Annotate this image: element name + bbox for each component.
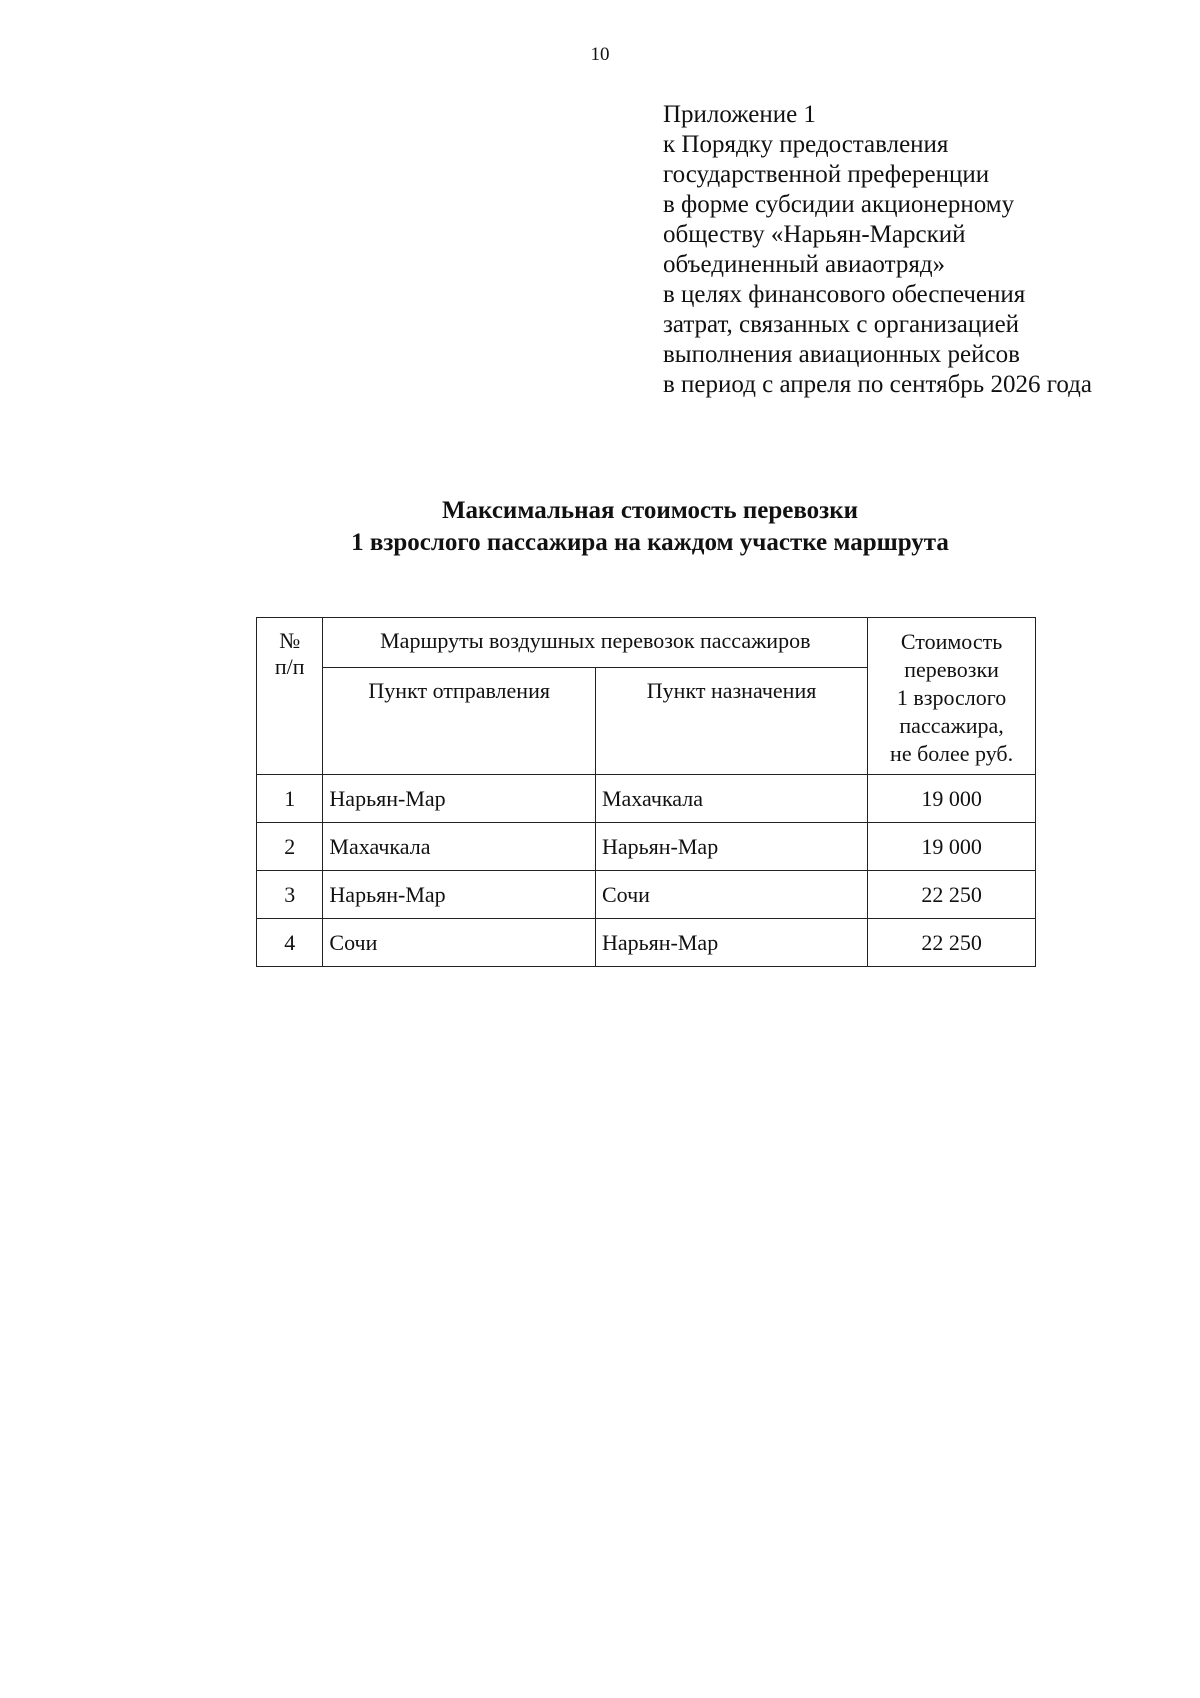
cell-cost: 22 250 [868, 871, 1036, 919]
cell-departure: Нарьян-Мар [323, 775, 596, 823]
cell-cost: 19 000 [868, 823, 1036, 871]
header-cost-line: пассажира, [899, 713, 1004, 738]
appendix-line: государственной преференции [663, 161, 990, 188]
cell-num: 1 [257, 775, 323, 823]
document-title [0, 495, 1200, 559]
header-num-label: п/п [274, 654, 305, 679]
appendix-line: в целях финансового обеспечения [663, 281, 1026, 308]
header-cost-line: 1 взрослого [896, 685, 1007, 710]
fares-table [256, 617, 1036, 967]
cell-num: 3 [257, 871, 323, 919]
appendix-block [663, 100, 1092, 400]
appendix-line: в период с апреля по сентябрь 2026 года [663, 371, 1092, 398]
cell-destination: Нарьян-Мар [595, 919, 867, 967]
cell-num: 4 [257, 919, 323, 967]
header-cost-line: перевозки [904, 657, 999, 682]
table-row [257, 775, 1036, 823]
header-departure: Пункт отправления [323, 668, 596, 775]
cell-destination: Махачкала [595, 775, 867, 823]
cell-destination: Сочи [595, 871, 867, 919]
table-row [257, 823, 1036, 871]
cell-destination: Нарьян-Мар [595, 823, 867, 871]
page-number: 10 [590, 44, 610, 65]
title-line-1: Максимальная стоимость перевозки [441, 497, 859, 524]
header-routes: Маршруты воздушных перевозок пассажиров [323, 618, 868, 668]
header-destination: Пункт назначения [595, 668, 867, 775]
cell-departure: Сочи [323, 919, 596, 967]
appendix-line: выполнения авиационных рейсов [663, 341, 1020, 368]
appendix-line: в форме субсидии акционерному [663, 191, 1015, 218]
appendix-line: Приложение 1 [663, 101, 816, 128]
table-row [257, 919, 1036, 967]
appendix-line: к Порядку предоставления [663, 131, 949, 158]
appendix-line: затрат, связанных с организацией [663, 311, 1020, 338]
table-header-row [257, 618, 1036, 668]
header-num-symbol: № [279, 628, 301, 653]
table-row [257, 871, 1036, 919]
title-line-2: 1 взрослого пассажира на каждом участке маршрута [351, 529, 949, 556]
cell-departure: Махачкала [323, 823, 596, 871]
appendix-line: обществу «Нарьян-Марский [663, 221, 966, 248]
header-cost-line: не более руб. [890, 741, 1014, 766]
appendix-line: объединенный авиаотряд» [663, 251, 946, 278]
header-cost-line: Стоимость [900, 629, 1003, 654]
header-num [257, 618, 323, 775]
cell-cost: 22 250 [868, 919, 1036, 967]
header-cost [868, 618, 1036, 775]
cell-num: 2 [257, 823, 323, 871]
cell-cost: 19 000 [868, 775, 1036, 823]
cell-departure: Нарьян-Мар [323, 871, 596, 919]
